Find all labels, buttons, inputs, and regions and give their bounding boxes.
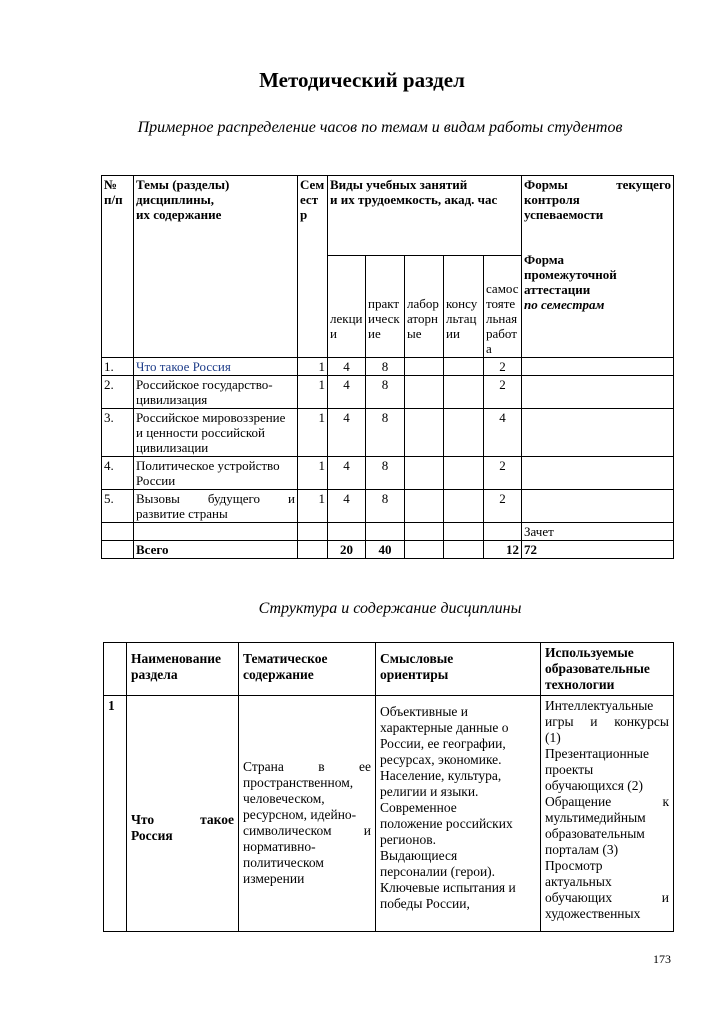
header-selfwork: самос тояте льная работ а <box>484 256 522 358</box>
header-technologies: Используемые образовательные технологии <box>541 643 674 696</box>
section-name-cell: Что такое Россия <box>127 696 239 932</box>
header-practical: практ ическ ие <box>366 256 405 358</box>
discipline-structure-table <box>103 642 674 932</box>
table2-caption: Структура и содержание дисциплины <box>258 600 522 617</box>
semantic-cell: Объективные и характерные данные о России, ее географии, ресурсах, экономике. Население, культура, религии и языки. Современное положение российских регионов. Выдающиеся персоналии (герои). Ключевые испытания и победы России, <box>376 696 541 932</box>
topic-link-what-is-russia[interactable]: Что такое Россия <box>134 358 298 376</box>
hours-distribution-table <box>101 175 674 559</box>
header-lectures: лекци и <box>328 256 366 358</box>
thematic-cell: Страна в ее пространственном, человеческом, ресурсном, идейно- символическом и нормативно- политическом измерении <box>239 696 376 932</box>
header-activity-types: Виды учебных занятий и их трудоемкость, акад. час <box>328 176 522 256</box>
by-semester-label: по семестрам <box>524 297 605 312</box>
header-section-name: Наименование раздела <box>127 643 239 696</box>
header-lab: лабор аторн ые <box>405 256 444 358</box>
table-row: 4. Политическое устройство России 1 4 8 2 <box>102 457 674 490</box>
table-row: 3. Российское мировоззрение и ценности российской цивилизации 1 4 8 4 <box>102 409 674 457</box>
total-row: Всего 20 40 12 72 <box>102 541 674 559</box>
header-consult: консу льтац ии <box>444 256 484 358</box>
header-num: № п/п <box>102 176 134 358</box>
header-topic: Темы (разделы) дисциплины, их содержание <box>134 176 298 358</box>
header-forms: Формы текущего контроля успеваемости Форма промежуточной аттестации по семестрам <box>522 176 674 358</box>
table-row: 5. Вызовы будущего и развитие страны 1 4 8 2 <box>102 490 674 523</box>
page-number: 173 <box>653 952 671 966</box>
header-semester: Сем ест р <box>298 176 328 358</box>
table-row: 1. Что такое Россия 1 4 8 2 <box>102 358 674 376</box>
table1-caption: Примерное распределение часов по темам и видам работы студентов <box>137 119 623 136</box>
header-thematic: Тематическое содержание <box>239 643 376 696</box>
page-title: Методический раздел <box>259 68 465 92</box>
header-semantic: Смысловые ориентиры <box>376 643 541 696</box>
technologies-cell: Интеллектуальные игры и конкурсы (1) Презентационные проекты обучающихся (2) Обращение к мультимедийным образовательным порталам (3) Просмотр актуальных обучающих и художественных <box>541 696 674 932</box>
table-row <box>102 523 674 541</box>
table-row: 1 Что такое Россия Страна в ее пространственном, человеческом, ресурсном, идейно- символическом и нормативно- политическом измерении Объективные и характерные данные о России, ее географии, ресурсах, экономике. Население, культура, религии и языки. Современное положение российских регионов. Выдающиеся персоналии (герои). Ключевые испытания и победы России, Интеллектуальные игры и конкурсы (1) Презентационные проекты обучающихся (2) Обращение к мультимедийным образовательным порталам (3) Просмотр актуальных обучающих и художественных <box>104 696 674 932</box>
credit-cell: Зачет <box>522 523 674 541</box>
table-row: 2. Российское государство-цивилизация 1 4 8 2 <box>102 376 674 409</box>
